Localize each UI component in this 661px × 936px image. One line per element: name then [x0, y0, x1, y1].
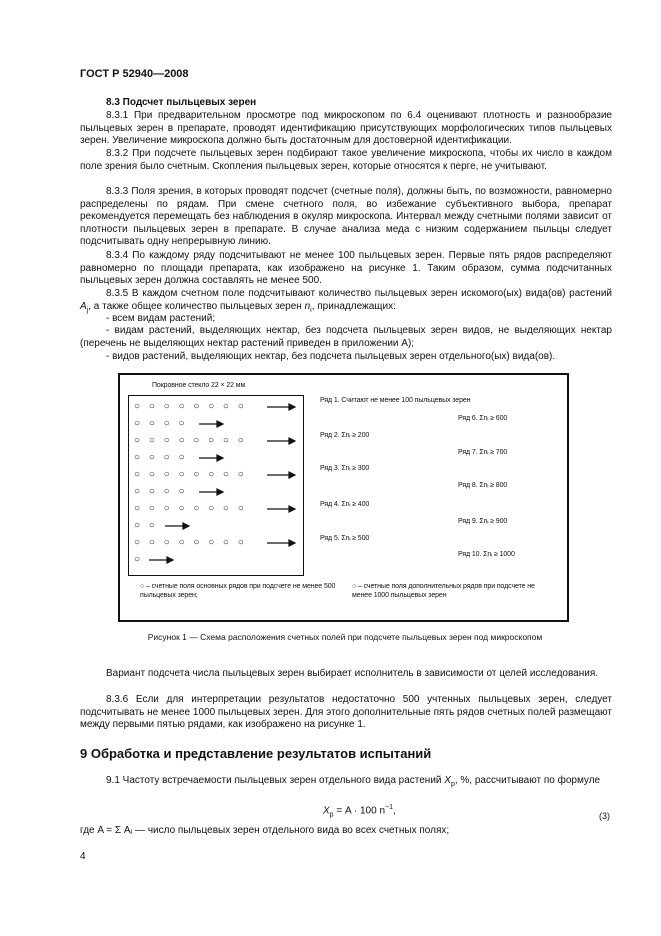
- dot-row-extra: ○ ○ ○ ○: [134, 418, 188, 429]
- formula-exp: −1: [385, 804, 393, 811]
- dot-row-extra: ○ ○ ○ ○: [134, 486, 188, 497]
- formula-rhs: = A · 100 n: [333, 805, 386, 817]
- dot-row-main: ○ ○ ○ ○ ○ ○ ○ ○: [134, 469, 247, 480]
- p91-var-x: X: [444, 775, 451, 786]
- paragraph-8-3-4: 8.3.4 По каждому ряду подсчитывают не менее 100 пыльцевых зерен. Первые пять рядов распределяют равномерно по площади препарата, как изображено на рисунке 1. Таким образом, сумма подсчитанных пыльцевых зерен должна составлять не менее 500.: [80, 250, 612, 287]
- formula-number: (3): [599, 811, 610, 821]
- row-label-extra: Ряд 9. Σnᵢ ≥ 900: [458, 518, 508, 525]
- dot-row-main: ○ ○ ○ ○ ○ ○ ○ ○: [134, 503, 247, 514]
- list-item: - видам растений, выделяющих нектар, без подсчета пыльцевых зерен видов, не выделяющих нектар (перечень не выделяющих нектар растений приведен в приложении А);: [80, 325, 612, 349]
- row-label-extra: Ряд 8. Σnᵢ ≥ 800: [458, 482, 508, 489]
- dot-row-main: ○ ○ ○ ○ ○ ○ ○ ○: [134, 401, 247, 412]
- p835-var-a: A: [80, 300, 87, 312]
- p91-text-b: , %, рассчитывают по формуле: [454, 775, 601, 786]
- row-label-main: Ряд 4. Σnᵢ ≥ 400: [320, 501, 370, 508]
- page-number: 4: [80, 851, 86, 862]
- paragraph-8-3-6: 8.3.6 Если для интерпретации результатов недостаточно 500 учтенных пыльцевых зерен, следует подсчитывать не менее 1000 пыльцевых зерен. Для этого дополнительные пять рядов счетных полей размещают между первыми пятью рядами, как изображено на рисунке 1.: [80, 694, 612, 731]
- figure-1-caption: Рисунок 1 — Схема расположения счетных полей при подсчете пыльцевых зерен под микроскопом: [147, 632, 543, 642]
- dot-row-extra: ○: [134, 554, 144, 565]
- row-label-extra: Ряд 6. Σnᵢ ≥ 600: [458, 415, 508, 422]
- row-label-extra: Ряд 10. Σnᵢ ≥ 1000: [458, 551, 515, 558]
- where-clause: где A = Σ Aⱼ — число пыльцевых зерен отдельного вида во всех счетных полях;: [80, 825, 450, 836]
- arrows: [129, 396, 302, 574]
- p835-var-n: n: [304, 300, 311, 312]
- paragraph-variant: Вариант подсчета числа пыльцевых зерен выбирает исполнитель в зависимости от целей исследования.: [106, 668, 599, 679]
- paragraph-9-1: [80, 775, 612, 792]
- p835-text-b: , а также общее количество пыльцевых зерен: [88, 300, 305, 312]
- p835-sub-j: j: [86, 306, 89, 314]
- p91-sub-p: р: [450, 781, 455, 788]
- paragraph-8-3-1: 8.3.1 При предварительном просмотре под микроскопом по 6.4 оценивают плотность и разнообразие пыльцевых зерен в препарате, проводят идентификацию присутствующих морфологических типов пыльцевых зерен. Увеличение микроскопа должно быть достаточным для достоверной идентификации.: [80, 110, 612, 147]
- p835-sub-i: i: [310, 306, 312, 314]
- formula-3: [323, 804, 396, 818]
- dot-row-main: ○ ○ ○ ○ ○ ○ ○ ○: [134, 435, 247, 446]
- row-label-main: Ряд 2. Σnᵢ ≥ 200: [320, 432, 370, 439]
- formula-end: ,: [393, 805, 396, 817]
- dot-row-extra: ○ ○ ○ ○: [134, 452, 188, 463]
- dot-row-extra: ○ ○: [134, 520, 158, 531]
- p91-text-a: 9.1 Частоту встречаемости пыльцевых зерен отдельного вида растений: [106, 775, 445, 786]
- row-label-extra: Ряд 7. Σnᵢ ≥ 700: [458, 449, 508, 456]
- row-label-main: Ряд 1. Считают не менее 100 пыльцевых зерен: [320, 397, 471, 404]
- section-8-3-title: 8.3 Подсчет пыльцевых зерен: [106, 97, 257, 108]
- list-item: - всем видам растений;: [106, 313, 216, 324]
- row-label-main: Ряд 5. Σnᵢ ≥ 500: [320, 535, 370, 542]
- figure-1-frame: [118, 373, 569, 622]
- row-label-main: Ряд 3. Σnᵢ ≥ 300: [320, 465, 370, 472]
- dot-row-main: ○ ○ ○ ○ ○ ○ ○ ○: [134, 537, 247, 548]
- formula-lhs: X: [323, 805, 330, 817]
- document-header: ГОСТ Р 52940—2008: [80, 68, 189, 80]
- legend-extra: ○ – счетные поля дополнительных рядов при подсчете не менее 1000 пыльцевых зерен: [352, 583, 535, 599]
- legend-main: ○ – счетные поля основных рядов при подсчете не менее 500 пыльцевых зерен;: [140, 583, 336, 599]
- slide-label: Покровное стекло 22 × 22 мм: [152, 382, 246, 389]
- p835-text-c: , принадлежащих:: [311, 300, 396, 312]
- paragraph-8-3-2: 8.3.2 При подсчете пыльцевых зерен подбирают такое увеличение микроскопа, чтобы их число в каждом поле зрения было счетным. Скопления пыльцевых зерен, которые относятся к перге, не учитывают.: [80, 148, 612, 172]
- formula-lhs-sub: р: [329, 811, 334, 819]
- paragraph-8-3-3: 8.3.3 Поля зрения, в которых проводят подсчет (счетные поля), должны быть, по возможности, равномерно распределены по рядам. При смене счетного поля, во избежание субъективного выбора, препарат рекомендуется перемещать без наблюдения в окуляр микроскопа. Интервал между счетными полями зависит от плотности пыльцевых зерен в препарате. В случае анализа меда с низким содержанием пыльцы следует подсчитывать одну непрерывную линию.: [80, 186, 612, 248]
- p835-text-a: 8.3.5 В каждом счетном поле подсчитывают количество пыльцевых зерен искомого(ых) вида(ов) растений: [106, 288, 612, 299]
- list-item: - видов растений, выделяющих нектар, без подсчета пыльцевых зерен отдельного(ых) вида(ов).: [106, 351, 556, 362]
- cover-slip: [128, 395, 304, 576]
- section-9-title: 9 Обработка и представление результатов испытаний: [80, 746, 432, 761]
